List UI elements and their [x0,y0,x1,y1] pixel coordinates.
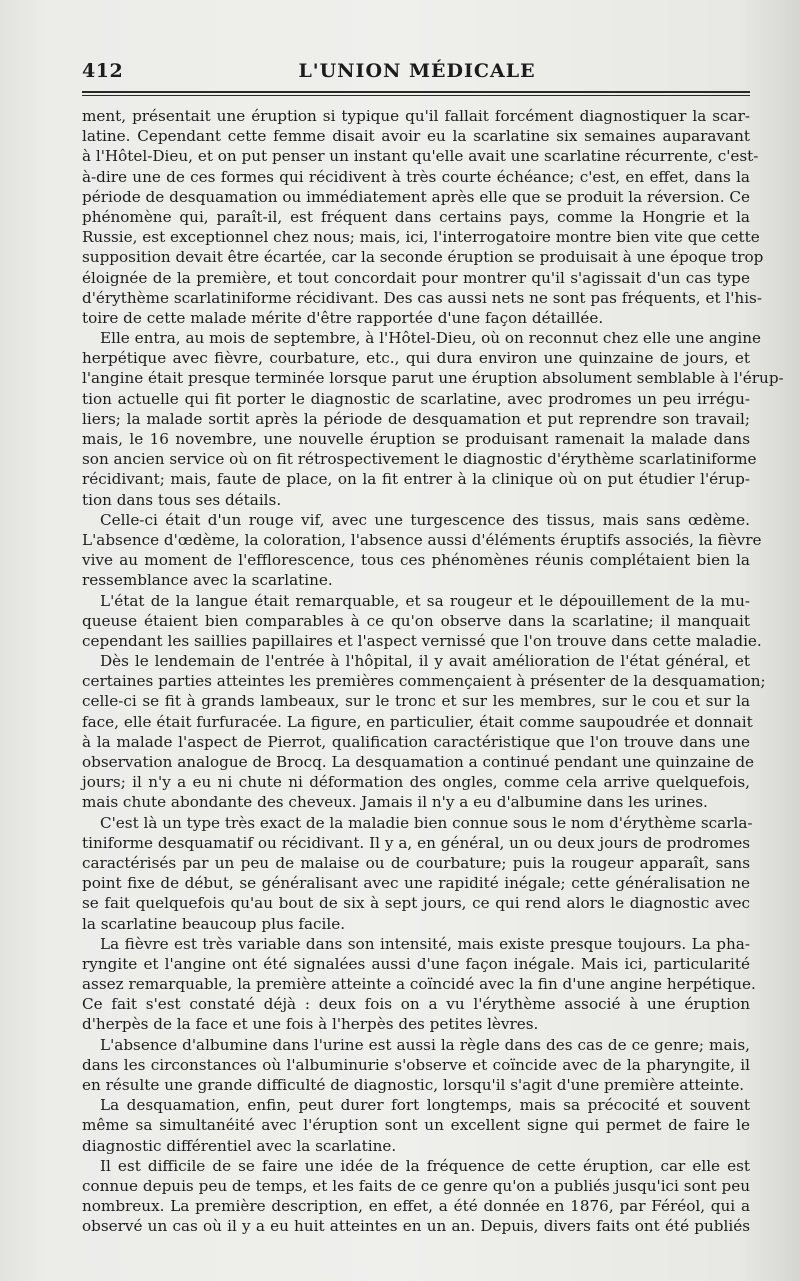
text-line: tion dans tous ses détails. [82,490,282,509]
text-line: Ce fait s'est constaté déjà : deux fois on a vu l'érythème associé à une éruption [82,995,750,1014]
text-line: l'angine était presque terminée lorsque parut une éruption absolument semblable à l'érup- [82,369,784,388]
text-line: nombreux. La première description, en effet, a été donnée en 1876, par Féréol, qui a [82,1197,750,1216]
text-line: ressemblance avec la scarlatine. [82,571,333,590]
header-rule-thin [82,95,750,96]
text-line: toire de cette malade mérite d'être rapportée d'une façon détaillée. [82,308,604,327]
text-line: son ancien service où on fit rétrospectivement le diagnostic d'érythème scarlatiniforme [82,450,757,469]
text-line: point fixe de début, se généralisant avec une rapidité inégale; cette généralisation ne [82,874,750,893]
text-line: récidivant; mais, faute de place, on la fit entrer à la clinique où on put étudier l'érup- [82,470,750,489]
text-line: L'absence d'œdème, la coloration, l'absence aussi d'éléments éruptifs associés, la fièvre [82,530,762,549]
text-line: la scarlatine beaucoup plus facile. [82,914,346,933]
text-line: vive au moment de l'efflorescence, tous ces phénomènes réunis complétaient bien la [82,551,750,570]
text-line: cependant les saillies papillaires et l'aspect vernissé que l'on trouve dans cette maladie. [82,631,762,650]
text-line: se fait quelquefois qu'au bout de six à sept jours, ce qui rend alors le diagnostic avec [82,894,750,913]
text-line: dans les circonstances où l'albuminurie s'observe et coïncide avec de la pharyngite, il [82,1055,750,1074]
text-line: ment, présentait une éruption si typique qu'il fallait forcément diagnostiquer la scar- [82,107,750,125]
text-line: Elle entra, au mois de septembre, à l'Hôtel-Dieu, où on reconnut chez elle une angine [100,329,762,348]
text-line: Il est difficile de se faire une idée de la fréquence de cette éruption, car elle est [100,1156,750,1175]
text-line: tiniforme desquamatif ou récidivant. Il y a, en général, un ou deux jours de prodromes [82,833,750,852]
text-line: période de desquamation ou immédiatement après elle que se produit la réversion. Ce [82,187,750,206]
text-line: face, elle était furfuracée. La figure, en particulier, était comme saupoudrée et donnait [82,712,753,731]
text-line: certaines parties atteintes les premières commençaient à présenter de la desquamation; [82,672,766,691]
text-line: Dès le lendemain de l'entrée à l'hôpital, il y avait amélioration de l'état général, et [100,652,750,671]
text-line: d'herpès de la face et une fois à l'herpès des petites lèvres. [82,1015,539,1034]
text-line: Russie, est exceptionnel chez nous; mais, ici, l'interrogatoire montre bien vite que cette [82,228,760,247]
text-line: à la malade l'aspect de Pierrot, qualification caractéristique que l'on trouve dans une [82,732,750,751]
text-line: C'est là un type très exact de la maladie bien connue sous le nom d'érythème scarla- [100,813,753,832]
text-line: assez remarquable, la première atteinte a coïncidé avec la fin d'une angine herpétique. [82,975,756,994]
text-line: liers; la malade sortit après la période de desquamation et put reprendre son travail; [82,409,750,428]
text-line: jours; il n'y a eu ni chute ni déformation des ongles, comme cela arrive quelquefois, [82,773,750,792]
text-line: en résulte une grande difficulté de diagnostic, lorsqu'il s'agit d'une première atteinte. [82,1076,745,1094]
text-line: L'absence d'albumine dans l'urine est aussi la règle dans des cas de ce genre; mais, [100,1035,750,1054]
text-line: mais, le 16 novembre, une nouvelle éruption se produisant ramenait la malade dans [82,430,750,448]
body-text [82,106,784,1237]
text-line: éloignée de la première, et tout concordait pour montrer qu'il s'agissait d'un cas type [82,268,750,287]
text-line: observation analogue de Brocq. La desquamation a continué pendant une quinzaine de [82,753,755,771]
text-line: supposition devait être écartée, car la seconde éruption se produisait à une époque trop [82,248,764,267]
text-line: connue depuis peu de temps, et les faits de ce genre qu'on a publiés jusqu'ici sont peu [82,1176,750,1195]
page-number: 412 [82,60,124,82]
running-title: L'UNION MÉDICALE [298,60,536,82]
text-line: phénomène qui, paraît-il, est fréquent dans certains pays, comme la Hongrie et la [82,207,750,226]
text-line: d'érythème scarlatiniforme récidivant. Des cas aussi nets ne sont pas fréquents, et l'his- [82,288,762,307]
text-line: tion actuelle qui fit porter le diagnostic de scarlatine, avec prodromes un peu irrégu- [82,389,750,408]
text-line: à l'Hôtel-Dieu, et on put penser un instant qu'elle avait une scarlatine récurrente, c'est- [82,147,759,166]
header-rule [82,91,750,93]
text-line: ryngite et l'angine ont été signalées aussi d'une façon inégale. Mais ici, particularité [82,954,750,973]
text-line: observé un cas où il y a eu huit atteintes en un an. Depuis, divers faits ont été publiés [82,1217,750,1236]
text-line: La fièvre est très variable dans son intensité, mais existe presque toujours. La pha- [100,934,750,953]
text-line: queuse étaient bien comparables à ce qu'on observe dans la scarlatine; il manquait [82,611,750,630]
text-line: L'état de la langue était remarquable, et sa rougeur et le dépouillement de la mu- [100,591,750,610]
text-line: caractérisés par un peu de malaise ou de courbature; puis la rougeur apparaît, sans [82,853,750,872]
text-line: diagnostic différentiel avec la scarlatine. [82,1136,397,1155]
text-line: même sa simultanéité avec l'éruption sont un excellent signe qui permet de faire le [82,1116,750,1135]
text-line: latine. Cependant cette femme disait avoir eu la scarlatine six semaines auparavant [82,127,750,146]
text-line: à-dire une de ces formes qui récidivent à très courte échéance; c'est, en effet, dans la [82,167,750,186]
text-line: La desquamation, enfin, peut durer fort longtemps, mais sa précocité et souvent [100,1096,750,1115]
page-header [82,60,752,90]
text-line: celle-ci se fit à grands lambeaux, sur le tronc et sur les membres, sur le cou et sur la [82,692,750,711]
text-line: herpétique avec fièvre, courbature, etc., qui dura environ une quinzaine de jours, et [82,349,750,368]
text-line: Celle-ci était d'un rouge vif, avec une turgescence des tissus, mais sans œdème. [100,510,750,529]
text-line: mais chute abondante des cheveux. Jamais il n'y a eu d'albumine dans les urines. [82,793,708,812]
